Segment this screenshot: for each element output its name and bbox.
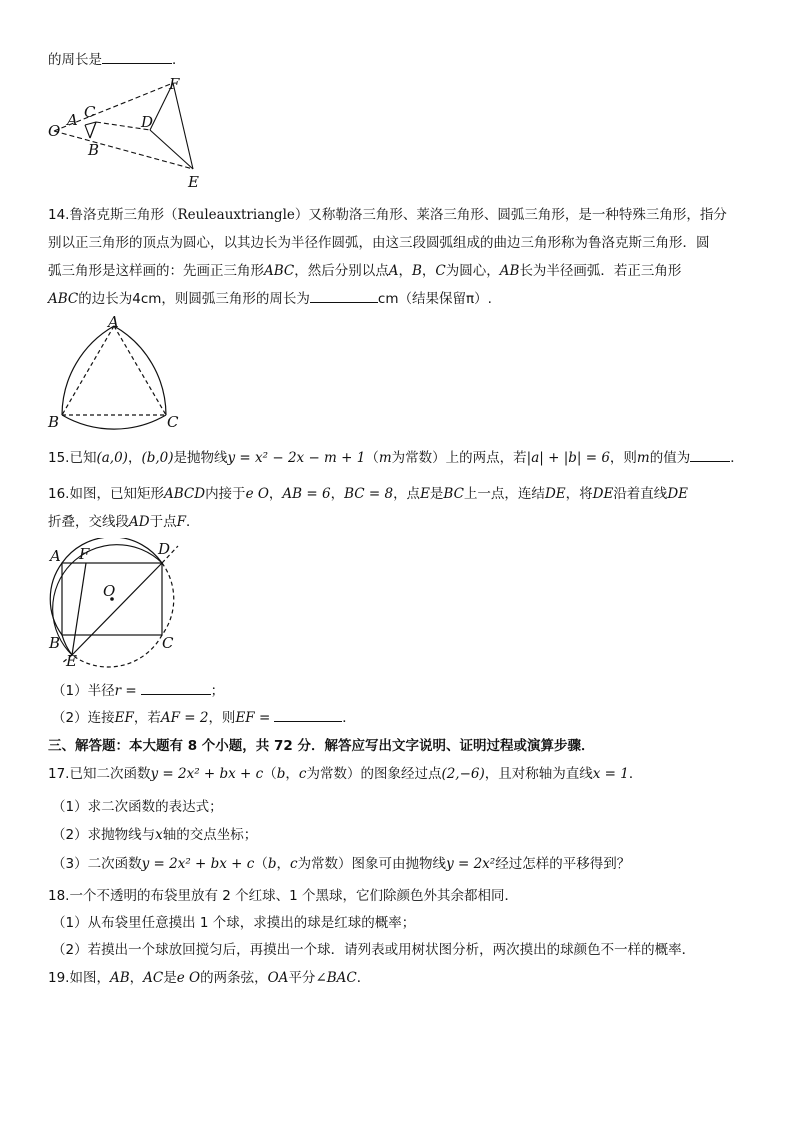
- q17-text: （: [254, 856, 268, 872]
- math-ABC: ABC: [48, 291, 79, 307]
- math-BC8: BC = 8: [344, 486, 394, 502]
- label-C: C: [84, 103, 96, 121]
- q17-text: ，且对称轴为直线: [484, 766, 593, 782]
- q14-english-term: Reuleauxtriangle: [177, 207, 295, 223]
- q16-text: （2）连接: [52, 710, 115, 726]
- label-C: C: [162, 634, 174, 652]
- q17-text: 已知二次函数: [69, 766, 151, 782]
- math-F: F: [176, 514, 186, 530]
- math-DE: DE: [544, 486, 566, 502]
- q17-number: 17.: [48, 766, 70, 782]
- q16-text: （1）半径: [52, 683, 115, 699]
- label-D: D: [158, 540, 171, 558]
- math-EF-eq: EF =: [235, 710, 271, 726]
- answer-blank: [274, 709, 342, 722]
- answer-blank: [310, 290, 378, 303]
- label-A: A: [67, 111, 78, 129]
- q14-text: ）又称勒洛三角形、莱洛三角形、圆弧三角形，是一种特殊三角形，指分: [294, 207, 727, 223]
- math-angle-BAC: ∠BAC: [315, 970, 357, 986]
- q16-line2: [48, 510, 199, 530]
- q14-text: cm（结果保留π）.: [377, 291, 492, 307]
- math-quadratic: y = 2x² + bx + c: [150, 766, 264, 782]
- figure-q14-reuleaux: [40, 314, 200, 434]
- q19-number: 19.: [48, 970, 70, 986]
- q15-text: 是抛物线: [173, 450, 228, 466]
- q18-line1: [48, 884, 518, 904]
- q14-line2: [48, 231, 710, 251]
- q13-tail-line: [48, 48, 186, 68]
- q16-text: ．: [185, 514, 200, 530]
- label-D: D: [141, 113, 154, 131]
- math-E: E: [420, 486, 430, 502]
- label-C: C: [167, 413, 179, 431]
- q19-text: ．: [356, 970, 371, 986]
- math-x: x: [155, 827, 163, 843]
- q19-text: 平分: [288, 970, 316, 986]
- math-EF: EF: [114, 710, 134, 726]
- q14-number: 14.: [48, 207, 70, 223]
- label-B: B: [88, 141, 100, 159]
- q16-line1: [48, 482, 688, 502]
- math-ABCD: ABCD: [163, 486, 206, 502]
- q17-text: （: [263, 766, 277, 782]
- math-B: B: [412, 263, 422, 279]
- q15-text: 已知: [69, 450, 97, 466]
- q15-number: 15.: [48, 450, 70, 466]
- section-3-heading: 三、解答题：本大题有 8 个小题，共 72 分．解答应写出文字说明、证明过程或演算步骤．: [48, 738, 595, 754]
- q18-number: 18.: [48, 888, 70, 904]
- q18-text: 一个不透明的布袋里放有 2 个红球、1 个黑球，它们除颜色外其余都相同．: [69, 888, 519, 904]
- math-arc-DE: DE: [592, 486, 614, 502]
- answer-blank: [141, 682, 211, 695]
- q17-text: ，: [285, 766, 299, 782]
- math-quadratic: y = 2x² + bx + c: [141, 856, 255, 872]
- q14-text: 别以正三角形的顶点为圆心，以其边长为半径作圆弧，由这三段圆弧组成的曲边三角形称为鲁洛克斯三角形．圆: [48, 235, 710, 251]
- math-axis: x = 1: [592, 766, 629, 782]
- q15-text: ，则: [609, 450, 637, 466]
- figure-q13: [40, 70, 230, 195]
- q17-text: ．: [628, 766, 643, 782]
- math-c: c: [290, 856, 298, 872]
- q14-line1: [48, 203, 727, 223]
- math-parabola: y = x² − 2x − m + 1: [227, 450, 366, 466]
- answer-blank: [690, 449, 730, 462]
- q17-text: 为常数）的图象经过点: [306, 766, 442, 782]
- label-F: F: [169, 75, 180, 93]
- q17-text: （3）二次函数: [52, 856, 142, 872]
- math-b: b: [276, 766, 286, 782]
- q17-text: 轴的交点坐标；: [162, 827, 258, 843]
- q15-line: [48, 446, 744, 466]
- label-B: B: [49, 634, 61, 652]
- math-circle-O: e O: [245, 486, 269, 502]
- q17-part1: （1）求二次函数的表达式；: [52, 799, 223, 815]
- q17-part3: [52, 852, 630, 872]
- q13-prefix: 的周长是: [48, 52, 102, 68]
- q17-text: （2）求抛物线与: [52, 827, 156, 843]
- q19-text: ，: [129, 970, 144, 986]
- math-m: m: [378, 450, 392, 466]
- q16-text: 于点: [149, 514, 177, 530]
- q14-line4: [48, 287, 492, 307]
- figure-q16: [40, 538, 190, 670]
- q14-text: 弧三角形是这样画的：先画正三角形: [48, 263, 264, 279]
- math-AD: AD: [129, 514, 150, 530]
- math-r: r =: [114, 683, 137, 699]
- math-point: (2,−6): [441, 766, 485, 782]
- q16-text: 如图，已知矩形: [69, 486, 164, 502]
- label-O: O: [103, 582, 116, 600]
- math-A: A: [388, 263, 399, 279]
- math-OA: OA: [267, 970, 289, 986]
- q16-number: 16.: [48, 486, 70, 502]
- label-O: O: [48, 122, 61, 140]
- q16-text: 上一点，连结: [463, 486, 545, 502]
- label-A: A: [50, 547, 61, 565]
- math-b: b: [267, 856, 277, 872]
- q14-text: ，然后分别以点: [294, 263, 389, 279]
- q15-text: ，: [127, 450, 142, 466]
- q16-text: ，若: [133, 710, 161, 726]
- q19-text: 的两条弦，: [200, 970, 268, 986]
- math-DE: DE: [667, 486, 688, 502]
- q14-text: 鲁洛克斯三角形（: [69, 207, 178, 223]
- q15-text: 的值为: [649, 450, 691, 466]
- q14-text: 为圆心，: [445, 263, 500, 279]
- q18-part2: （2）若摸出一个球放回搅匀后，再摸出一个球．请列表或用树状图分析，两次摸出的球颜色不一样的概率．: [52, 942, 696, 958]
- math-arc-BC: BC: [443, 486, 464, 502]
- q17-text: 为常数）图象可由抛物线: [297, 856, 447, 872]
- math-C: C: [435, 263, 446, 279]
- q14-line3: 弧三角形是这样画的：先画正三角形ABC，然后分别以点A，B，C为圆心，AB长为半径画弧．若正三角形: [48, 263, 682, 279]
- q19-text: 如图，: [69, 970, 110, 986]
- q16-text: 折叠，交线段: [48, 514, 129, 530]
- math-point-b0: (b,0): [141, 450, 174, 466]
- q14-text: 的边长为4cm，则圆弧三角形的周长为: [78, 291, 310, 307]
- q17-line1: [48, 762, 642, 782]
- math-AB: AB: [109, 970, 130, 986]
- q15-text: 为常数）上的两点，若: [391, 450, 527, 466]
- answer-blank: [102, 51, 172, 64]
- label-A: A: [108, 314, 119, 331]
- q16-part1: [52, 679, 224, 699]
- math-parabola-base: y = 2x²: [446, 856, 496, 872]
- math-c: c: [298, 766, 307, 782]
- math-AB: AB: [499, 263, 520, 279]
- q16-text: ．: [342, 710, 356, 726]
- math-abs-sum: |a| + |b| = 6: [526, 450, 610, 466]
- q16-text: ，将: [565, 486, 593, 502]
- q16-text: 是: [429, 486, 444, 502]
- q16-text: 内接于: [205, 486, 246, 502]
- q19-line1: [48, 966, 370, 986]
- math-AC: AC: [143, 970, 164, 986]
- q14-text: 长为半径画弧．若正三角形: [519, 263, 682, 279]
- math-ABC: ABC: [264, 263, 295, 279]
- math-circle-O: e O: [176, 970, 201, 986]
- q19-text: 是: [163, 970, 177, 986]
- q16-text: 沿着直线: [613, 486, 668, 502]
- q15-text: ．: [730, 450, 744, 466]
- label-F: F: [79, 545, 90, 563]
- q16-text: ，则: [208, 710, 236, 726]
- q18-part1: （1）从布袋里任意摸出 1 个球，求摸出的球是红球的概率；: [52, 915, 416, 931]
- q16-text: ，: [330, 486, 345, 502]
- q16-text: ，: [268, 486, 283, 502]
- label-E: E: [66, 652, 77, 670]
- q16-text: ；: [210, 683, 225, 699]
- math-AF2: AF = 2: [160, 710, 209, 726]
- q17-part2: [52, 823, 257, 843]
- q17-text: 经过怎样的平移得到？: [495, 856, 631, 872]
- q13-suffix: ．: [172, 52, 186, 68]
- math-m: m: [636, 450, 650, 466]
- label-B: B: [48, 413, 60, 431]
- q16-text: ，点: [393, 486, 421, 502]
- q16-part2: [52, 706, 356, 726]
- q15-text: （: [365, 450, 379, 466]
- q17-text: ，: [276, 856, 290, 872]
- math-point-a0: (a,0): [96, 450, 128, 466]
- math-AB6: AB = 6: [282, 486, 331, 502]
- label-E: E: [188, 173, 199, 191]
